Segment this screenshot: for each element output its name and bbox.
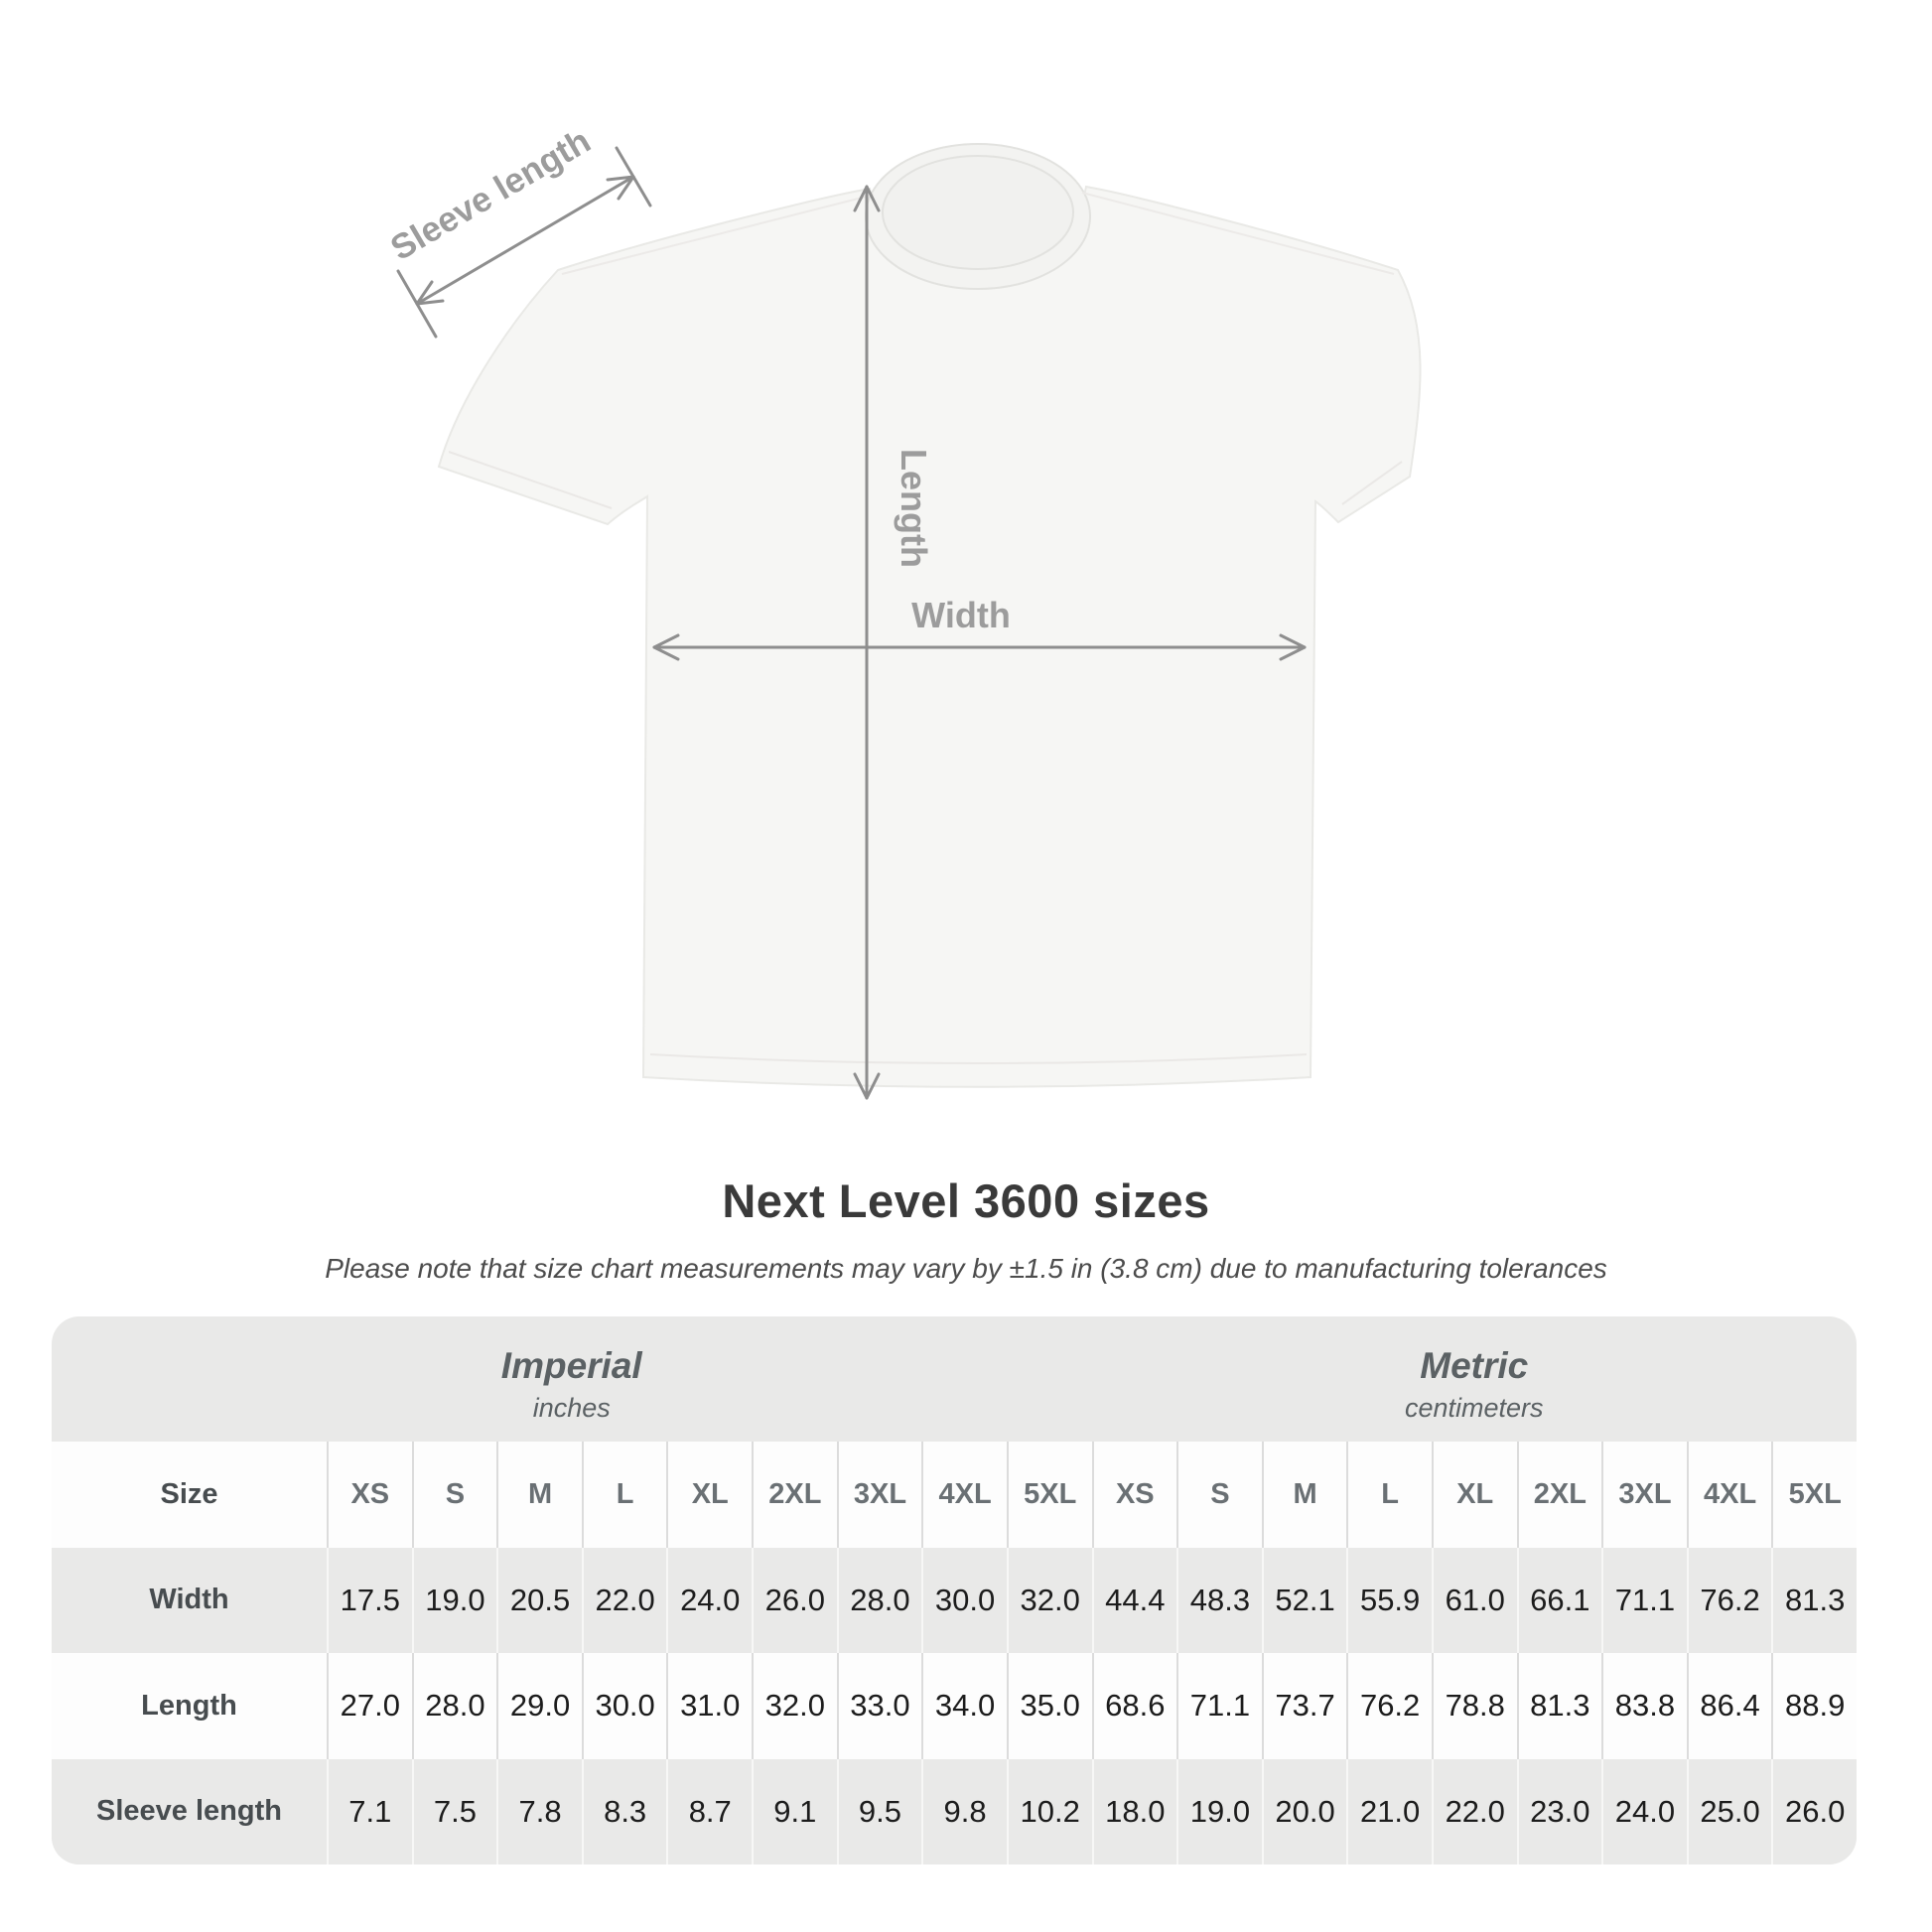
value-cell: 32.0 (1007, 1548, 1092, 1654)
value-cell: 7.8 (496, 1759, 582, 1865)
size-col-header: 2XL (1517, 1442, 1602, 1548)
size-col-header: L (1346, 1442, 1432, 1548)
sleeve-length-label: Sleeve length (384, 121, 598, 268)
value-cell: 7.5 (412, 1759, 497, 1865)
table-row-sleeve-length (52, 1759, 1857, 1865)
size-col-header: 5XL (1007, 1442, 1092, 1548)
value-cell: 55.9 (1346, 1548, 1432, 1654)
value-cell: 8.3 (582, 1759, 667, 1865)
size-col-header: XS (327, 1442, 412, 1548)
size-col-header: S (412, 1442, 497, 1548)
value-cell: 8.7 (666, 1759, 752, 1865)
value-cell: 24.0 (666, 1548, 752, 1654)
size-chart-table (52, 1316, 1857, 1864)
value-cell: 24.0 (1601, 1759, 1687, 1865)
size-col-header: M (496, 1442, 582, 1548)
unit-group-name: Imperial (500, 1344, 642, 1386)
value-cell: 44.4 (1092, 1548, 1177, 1654)
tolerance-note: Please note that size chart measurements may vary by ±1.5 in (3.8 cm) due to manufacturing tolerances (325, 1253, 1607, 1284)
value-cell: 33.0 (837, 1653, 922, 1759)
value-cell: 7.1 (327, 1759, 412, 1865)
value-cell: 20.5 (496, 1548, 582, 1654)
value-cell: 68.6 (1092, 1653, 1177, 1759)
value-cell: 73.7 (1262, 1653, 1347, 1759)
size-col-header: 4XL (921, 1442, 1007, 1548)
value-cell: 48.3 (1176, 1548, 1262, 1654)
value-cell: 29.0 (496, 1653, 582, 1759)
value-cell: 22.0 (1432, 1759, 1517, 1865)
size-col-header: XL (666, 1442, 752, 1548)
value-cell: 81.3 (1517, 1653, 1602, 1759)
value-cell: 30.0 (582, 1653, 667, 1759)
value-cell: 76.2 (1687, 1548, 1772, 1654)
value-cell: 17.5 (327, 1548, 412, 1654)
value-cell: 21.0 (1346, 1759, 1432, 1865)
value-cell: 28.0 (412, 1653, 497, 1759)
length-label: Length (894, 449, 934, 568)
size-col-header: XS (1092, 1442, 1177, 1548)
value-cell: 27.0 (327, 1653, 412, 1759)
row-label: Sleeve length (96, 1795, 282, 1828)
value-cell: 66.1 (1517, 1548, 1602, 1654)
unit-group-unit: inches (532, 1392, 611, 1423)
unit-group-imperial (52, 1335, 1092, 1424)
value-cell: 9.5 (837, 1759, 922, 1865)
row-label: Length (141, 1689, 237, 1722)
value-cell: 30.0 (921, 1548, 1007, 1654)
value-cell: 88.9 (1771, 1653, 1857, 1759)
tshirt-body (439, 187, 1421, 1087)
value-cell: 26.0 (1771, 1759, 1857, 1865)
value-cell: 23.0 (1517, 1759, 1602, 1865)
row-label-size: Size (160, 1477, 218, 1510)
value-cell: 71.1 (1176, 1653, 1262, 1759)
value-cell: 78.8 (1432, 1653, 1517, 1759)
value-cell: 9.8 (921, 1759, 1007, 1865)
value-cell: 19.0 (412, 1548, 497, 1654)
size-col-header: 5XL (1771, 1442, 1857, 1548)
table-row-width (52, 1548, 1857, 1654)
value-cell: 52.1 (1262, 1548, 1347, 1654)
value-cell: 9.1 (752, 1759, 837, 1865)
table-row-length (52, 1653, 1857, 1759)
value-cell: 81.3 (1771, 1548, 1857, 1654)
value-cell: 86.4 (1687, 1653, 1772, 1759)
size-col-header: 3XL (837, 1442, 922, 1548)
page-title: Next Level 3600 sizes (722, 1174, 1210, 1227)
value-cell: 61.0 (1432, 1548, 1517, 1654)
size-col-header: L (582, 1442, 667, 1548)
value-cell: 18.0 (1092, 1759, 1177, 1865)
value-cell: 25.0 (1687, 1759, 1772, 1865)
value-cell: 35.0 (1007, 1653, 1092, 1759)
value-cell: 71.1 (1601, 1548, 1687, 1654)
value-cell: 19.0 (1176, 1759, 1262, 1865)
value-cell: 26.0 (752, 1548, 837, 1654)
unit-header-band (52, 1316, 1857, 1442)
value-cell: 10.2 (1007, 1759, 1092, 1865)
size-col-header: 2XL (752, 1442, 837, 1548)
value-cell: 34.0 (921, 1653, 1007, 1759)
width-label: Width (911, 595, 1011, 635)
unit-group-name: Metric (1420, 1344, 1529, 1386)
value-cell: 20.0 (1262, 1759, 1347, 1865)
value-cell: 83.8 (1601, 1653, 1687, 1759)
size-header-row (52, 1442, 1857, 1548)
value-cell: 76.2 (1346, 1653, 1432, 1759)
value-cell: 22.0 (582, 1548, 667, 1654)
size-col-header: 4XL (1687, 1442, 1772, 1548)
size-col-header: M (1262, 1442, 1347, 1548)
value-cell: 31.0 (666, 1653, 752, 1759)
unit-group-unit: centimeters (1404, 1392, 1544, 1423)
size-col-header: XL (1432, 1442, 1517, 1548)
value-cell: 32.0 (752, 1653, 837, 1759)
size-col-header: S (1176, 1442, 1262, 1548)
row-label: Width (149, 1584, 229, 1616)
size-col-header: 3XL (1601, 1442, 1687, 1548)
unit-group-metric (1092, 1335, 1858, 1424)
value-cell: 28.0 (837, 1548, 922, 1654)
